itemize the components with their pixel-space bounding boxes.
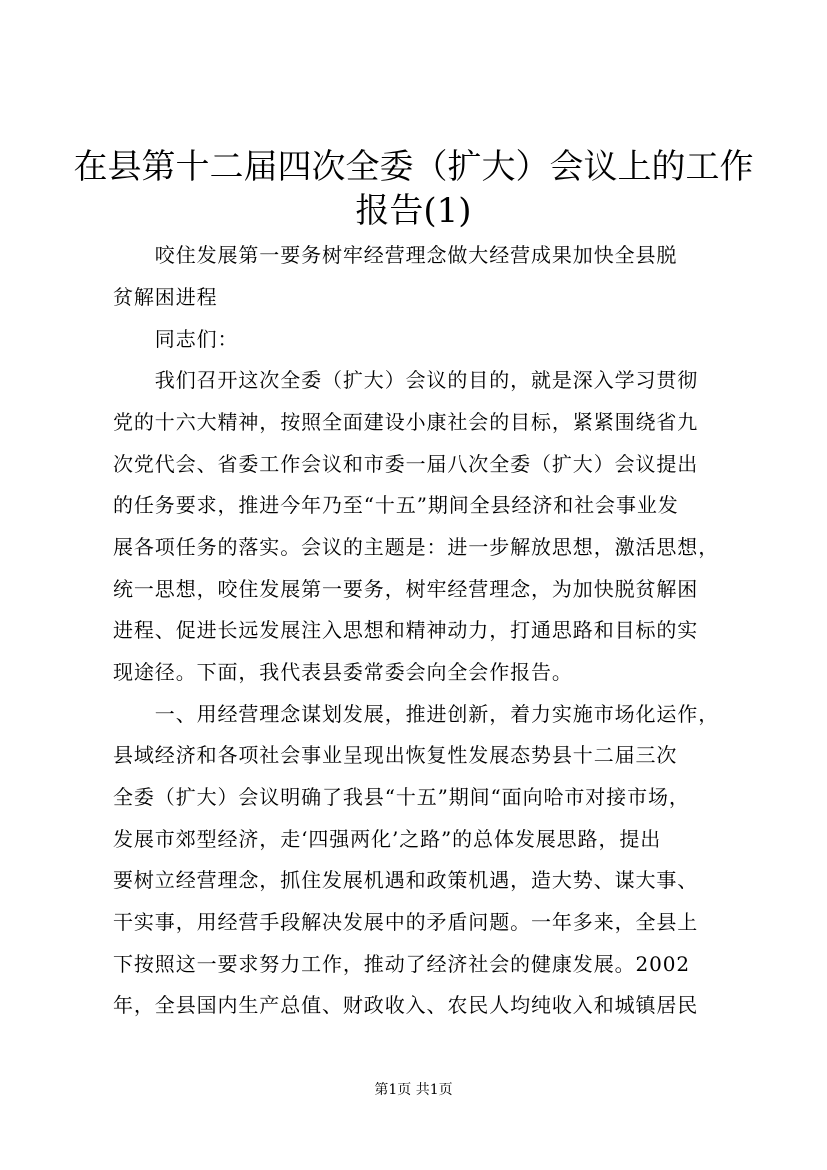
body-line: 全委（扩大）会议明确了我县“十五”期间“面向哈市对接市场，	[113, 785, 690, 809]
body-line: 党的十六大精神，按照全面建设小康社会的目标，紧紧围绕省九	[113, 410, 699, 434]
body-line: 年，全县国内生产总值、财政收入、农民人均纯收入和城镇居民	[113, 993, 699, 1017]
body-line: 一、用经营理念谋划发展，推进创新，着力实施市场化运作，	[113, 702, 720, 726]
body-line: 干实事，用经营手段解决发展中的矛盾问题。一年多来，全县上	[113, 910, 699, 934]
body-line: 进程、促进长远发展注入思想和精神动力，打通思路和目标的实	[113, 618, 699, 642]
body-line: 我们召开这次全委（扩大）会议的目的，就是深入学习贯彻	[113, 368, 699, 392]
body-line: 县域经济和各项社会事业呈现出恢复性发展态势县十二届三次	[113, 743, 678, 767]
body-line: 展各项任务的落实。会议的主题是：进一步解放思想，激活思想，	[113, 535, 720, 559]
body-line: 统一思想，咬住发展第一要务，树牢经营理念，为加快脱贫解困	[113, 577, 699, 601]
page-footer: 第1页 共1页	[374, 1082, 453, 1098]
body-line: 现途径。下面，我代表县委常委会向全会作报告。	[113, 660, 573, 684]
document-title-line-1: 在县第十二届四次全委（扩大）会议上的工作	[73, 147, 754, 187]
body-line: 的任务要求，推进今年乃至“十五”期间全县经济和社会事业发	[113, 493, 679, 517]
body-line: 同志们：	[113, 327, 239, 351]
body-line: 咬住发展第一要务树牢经营理念做大经营成果加快全县脱	[113, 243, 678, 267]
body-line: 次党代会、省委工作会议和市委一届八次全委（扩大）会议提出	[113, 452, 699, 476]
body-line: 发展市郊型经济，走‘四强两化’之路”的总体发展思路，提出	[113, 827, 662, 851]
document-title-line-2: 报告(1)	[355, 191, 472, 231]
body-line: 下按照这一要求努力工作，推动了经济社会的健康发展。2002	[113, 952, 690, 976]
body-line: 要树立经营理念，抓住发展机遇和政策机遇，造大势、谋大事、	[113, 868, 699, 892]
body-line: 贫解困进程	[113, 285, 218, 309]
